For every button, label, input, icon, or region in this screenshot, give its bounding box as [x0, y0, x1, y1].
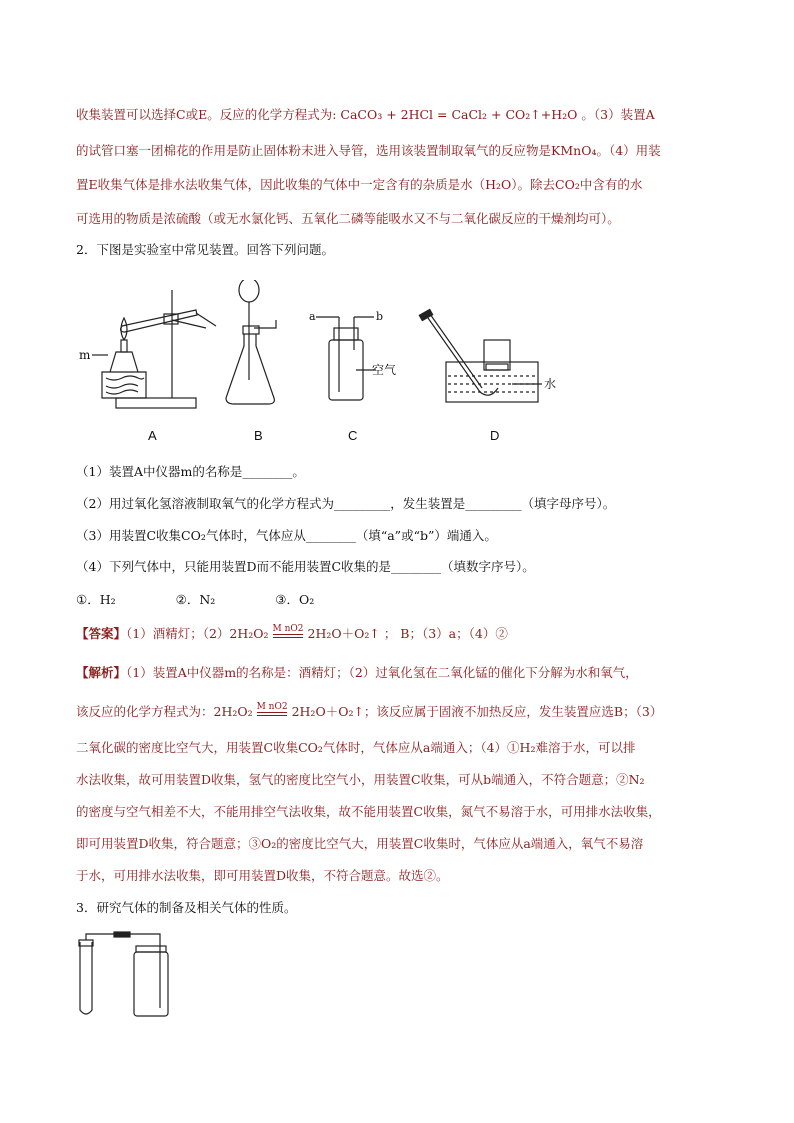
option-2: ②．N₂ [175, 592, 216, 607]
answer-tag: 【答案】 [76, 626, 127, 641]
question-2-part-2: （2）用过氧化氢溶液制取氧气的化学方程式为_________，发生装置是_________（填字母序号）。 [76, 496, 616, 511]
question-2-options [76, 591, 370, 609]
intro-line-4: 可选用的物质是浓硫酸（或无水氯化钙、五氧化二磷等能吸水又不与二氧化碳反应的干燥剂均可）。 [76, 211, 620, 226]
figure-label-c: C [348, 428, 358, 443]
svg-text:空气: 空气 [372, 363, 397, 377]
analysis-line-2: 该反应的化学方程式为：2H₂O₂ M nO2 2H₂O＋O₂↑；该反应属于固液不加热反应，发生装置应选B；（3） [76, 702, 663, 719]
figure-label-d: D [490, 428, 500, 443]
apparatus-b [226, 280, 276, 404]
apparatus-figure [76, 280, 576, 420]
catalyst-mark-2: M nO2 [257, 703, 288, 716]
question-2-part-3: （3）用装置C收集CO₂气体时，气体应从________（填“a”或“b”）端通入。 [76, 528, 497, 543]
option-1: ①．H₂ [76, 592, 116, 607]
catalyst-mark: M nO2 [273, 625, 304, 638]
analysis-line-6: 即可用装置D收集，符合题意；③O₂的密度比空气大，用装置C收集时，气体应从a端通入，氧气不易溶 [76, 836, 644, 851]
figure-label-b: B [254, 428, 263, 443]
label-m: m [79, 348, 91, 362]
analysis-tag: 【解析】 [76, 665, 127, 680]
analysis-line-4: 水法收集，故可用装置D收集，氢气的密度比空气小，用装置C收集，可从b端通入，不符合题意；②N₂ [76, 772, 645, 787]
question-3-title: 3．研究气体的制备及相关气体的性质。 [76, 900, 297, 915]
intro-line-1: 收集装置可以选择C或E。反应的化学方程式为: CaCO₃ + 2HCl = CaCl₂ + CO₂↑+H₂O 。（3）装置A [76, 107, 655, 122]
apparatus-c [316, 317, 376, 400]
intro-line-3: 置E收集气体是排水法收集气体，因此收集的气体中一定含有的杂质是水（H₂O）。除去CO₂中含有的水 [76, 177, 643, 192]
question-2-part-4: （4）下列气体中，只能用装置D而不能用装置C收集的是________（填数字序号）。 [76, 559, 535, 574]
analysis-line-1: 【解析】（1）装置A中仪器m的名称是：酒精灯；（2）过氧化氢在二氧化锰的催化下分解为水和氧气， [76, 665, 638, 680]
answer-part-2: 2H₂O＋O₂↑ ； B；（3）a；（4）② [307, 626, 508, 641]
analysis-line-7: 于水，可用排水法收集，即可用装置D收集，不符合题意。故选②。 [76, 868, 449, 883]
svg-text:水: 水 [544, 377, 557, 391]
analysis-line-5: 的密度与空气相差不大，不能用排空气法收集，故不能用装置C收集，氮气不易溶于水，可用排水法收集， [76, 804, 661, 819]
intro-line-2: 的试管口塞一团棉花的作用是防止固体粉末进入导管，选用该装置制取氧气的反应物是KMnO₄。（4）用装 [76, 143, 661, 158]
option-3: ③．O₂ [275, 592, 315, 607]
svg-text:b: b [376, 310, 384, 323]
question-2-part-1: （1）装置A中仪器m的名称是________。 [76, 464, 305, 479]
question-3-figure [76, 928, 186, 1020]
apparatus-d [419, 309, 542, 402]
svg-text:a: a [309, 310, 316, 323]
answer-part-1: （1）酒精灯；（2）2H₂O₂ [126, 626, 269, 641]
question-2-title: 2．下图是实验室中常见装置。回答下列问题。 [76, 242, 334, 257]
apparatus-a [102, 290, 216, 408]
answer-line [76, 625, 508, 643]
figure-label-a: A [148, 428, 157, 443]
analysis-line-3: 二氧化碳的密度比空气大，用装置C收集CO₂气体时，气体应从a端通入；（4）①H₂难溶于水，可以排 [76, 740, 636, 755]
